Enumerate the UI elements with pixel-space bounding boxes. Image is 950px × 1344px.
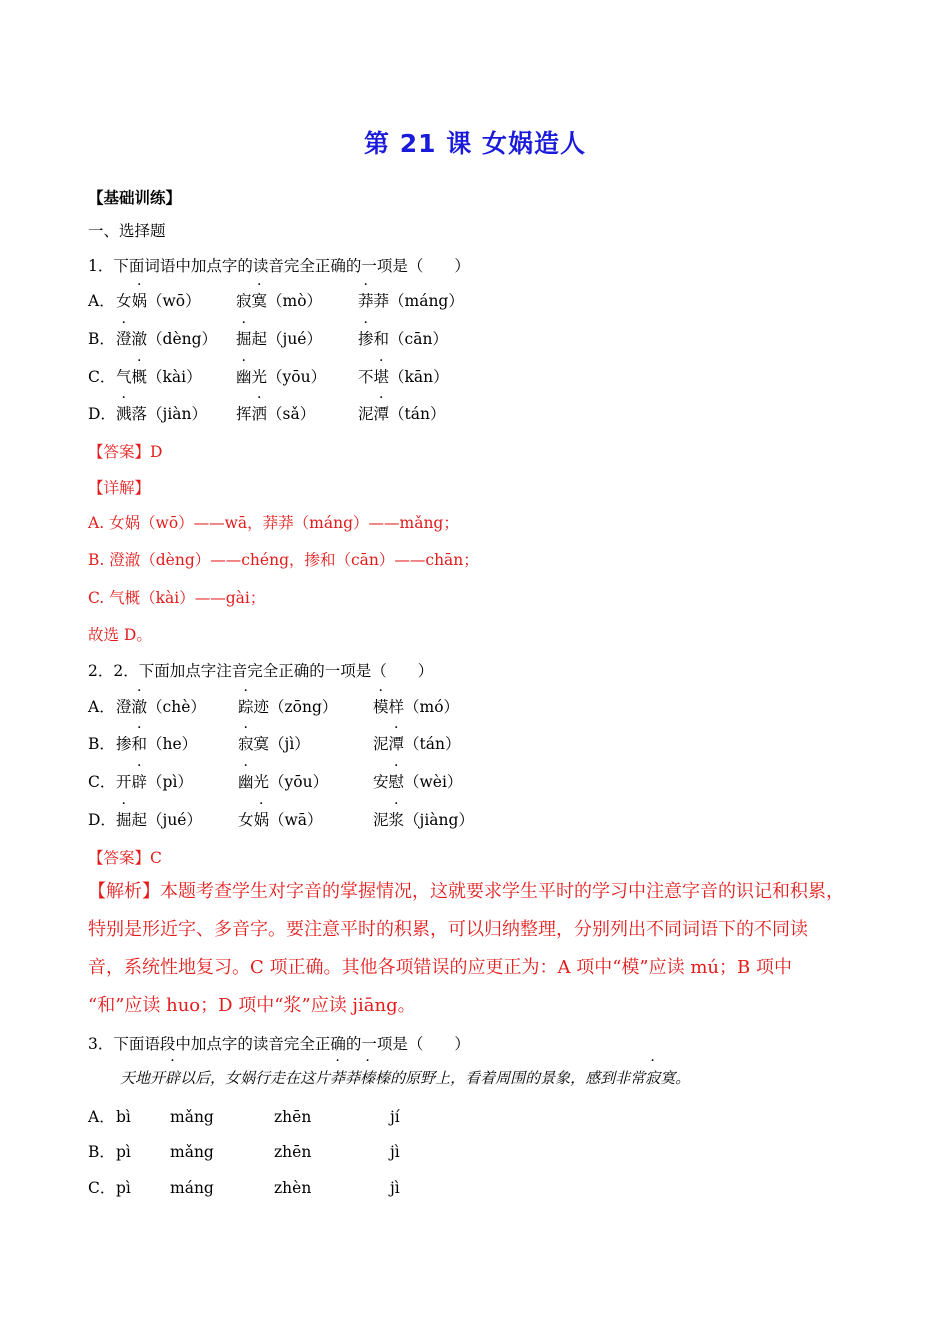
option-word: 泥浆（jiàng） [373, 811, 474, 829]
option-word: 溅落（jiàn） [116, 405, 208, 423]
q1-detail-label: 【详解】 [88, 479, 151, 497]
dotted-char: 澈 [131, 698, 148, 716]
dotted-char: 概 [131, 368, 148, 386]
pinyin-value: pì [116, 1143, 131, 1161]
option-label: C． [88, 773, 116, 791]
option-word: 幽光（yōu） [238, 773, 329, 791]
dotted-char: 莽 [358, 292, 374, 310]
dotted-char: 掘 [236, 330, 252, 348]
q1-stem: 1．下面词语中加点字的读音完全正确的一项是（ ） [88, 257, 470, 275]
option-word: 掘起（jué） [236, 330, 322, 348]
pinyin-value: jì [390, 1143, 400, 1161]
dotted-char: 洒 [251, 405, 268, 423]
dotted-char: 踪 [238, 698, 254, 716]
dotted-char: 模 [373, 698, 389, 716]
option-word: 掺和（he） [116, 735, 198, 753]
dotted-char: 溅 [116, 405, 132, 423]
dotted-char: 幽 [236, 368, 252, 386]
dotted-char: 掺 [358, 330, 374, 348]
option-word: 寂寞（jì） [238, 735, 310, 753]
option-label: D． [88, 405, 116, 423]
dotted-char: 浆 [388, 811, 405, 829]
dotted-char: 寂 [645, 1069, 661, 1087]
option-label: B． [88, 735, 115, 753]
q1-answer: 【答案】D [88, 443, 163, 461]
option-word: 气概（kài） [116, 368, 202, 386]
pinyin-value: zhēn [274, 1143, 312, 1161]
page-title: 第 21 课 女娲造人 [364, 129, 586, 158]
q3-passage: 天地开辟以后，女娲行走在这片莽莽榛榛的原野上，看着周围的景象，感到非常寂寞。 [120, 1069, 691, 1087]
pinyin-value: pì [116, 1179, 131, 1197]
option-label: A． [88, 1108, 115, 1126]
dotted-char: 寞 [251, 292, 268, 310]
option-word: 澄澈（dèng） [116, 330, 218, 348]
pinyin-value: jí [390, 1108, 400, 1126]
dotted-char: 娲 [131, 292, 148, 310]
q3-stem: 3．下面语段中加点字的读音完全正确的一项是（ ） [88, 1035, 470, 1053]
q2-analysis-line-4: “和”应读 huo；D 项中“浆”应读 jiāng。 [88, 995, 416, 1016]
option-word: 女娲（wō） [116, 292, 201, 310]
q1-detail-c: C. 气概（kài）——gài； [88, 589, 266, 607]
option-label: D． [88, 811, 116, 829]
section-heading: 【基础训练】 [88, 188, 182, 207]
dotted-char: 娲 [253, 811, 270, 829]
option-word: 安慰（wèi） [373, 773, 463, 791]
dotted-char: 榛 [360, 1069, 376, 1087]
dotted-char: 慰 [388, 773, 405, 791]
option-word: 模样（mó） [373, 698, 460, 716]
dotted-char: 寂 [238, 735, 254, 753]
q2-answer: 【答案】C [88, 849, 162, 867]
q1-conclusion: 故选 D。 [88, 626, 152, 644]
pinyin-value: mǎng [170, 1143, 214, 1161]
q2-analysis-line-1: 【解析】本题考查学生对字音的掌握情况，这就要求学生平时的学习中注意字音的识记和积累， [88, 881, 844, 902]
option-word: 莽莽（máng） [358, 292, 464, 310]
option-word: 泥潭（tán） [373, 735, 461, 753]
option-word: 幽光（yōu） [236, 368, 327, 386]
dotted-char: 辟 [165, 1069, 181, 1087]
q2-stem: 2．2．下面加点字注音完全正确的一项是（ ） [88, 662, 434, 680]
dotted-char: 辟 [131, 773, 148, 791]
dotted-char: 掘 [116, 811, 132, 829]
option-label: B． [88, 1143, 115, 1161]
pinyin-value: zhèn [274, 1179, 312, 1197]
dotted-char: 潭 [373, 405, 390, 423]
pinyin-value: mǎng [170, 1108, 214, 1126]
q1-detail-a: A. 女娲（wō）——wā，莽莽（máng）——mǎng； [88, 514, 459, 532]
option-word: 不堪（kān） [358, 368, 449, 386]
option-label: C． [88, 1179, 116, 1197]
option-word: 掘起（jué） [116, 811, 202, 829]
option-label: B． [88, 330, 115, 348]
dotted-char: 堪 [373, 368, 390, 386]
option-label: A． [88, 698, 115, 716]
option-label: A． [88, 292, 115, 310]
option-word: 澄澈（chè） [116, 698, 206, 716]
pinyin-value: bì [116, 1108, 131, 1126]
option-word: 泥潭（tán） [358, 405, 446, 423]
option-word: 开辟（pì） [116, 773, 193, 791]
part-heading: 一、选择题 [88, 222, 166, 240]
dotted-char: 幽 [238, 773, 254, 791]
pinyin-value: jì [390, 1179, 400, 1197]
q1-detail-b: B. 澄澈（dèng）——chéng，掺和（cān）——chān； [88, 551, 479, 569]
pinyin-value: zhēn [274, 1108, 312, 1126]
pinyin-value: máng [170, 1179, 214, 1197]
option-word: 踪迹（zōng） [238, 698, 338, 716]
q2-analysis-line-2: 特别是形近字、多音字。要注意平时的积累，可以归纳整理，分别列出不同词语下的不同读 [88, 919, 808, 940]
q2-analysis-line-3: 音，系统性地复习。C 项正确。其他各项错误的应更正为：A 项中“模”应读 mú；B 项中 [88, 957, 792, 978]
dotted-char: 澄 [116, 330, 132, 348]
dotted-char: 潭 [388, 735, 405, 753]
dotted-char: 和 [131, 735, 148, 753]
option-word: 寂寞（mò） [236, 292, 323, 310]
option-word: 掺和（cān） [358, 330, 448, 348]
option-word: 女娲（wā） [238, 811, 323, 829]
dotted-char: 莽 [330, 1069, 346, 1087]
option-word: 挥洒（sǎ） [236, 405, 316, 423]
option-label: C． [88, 368, 116, 386]
